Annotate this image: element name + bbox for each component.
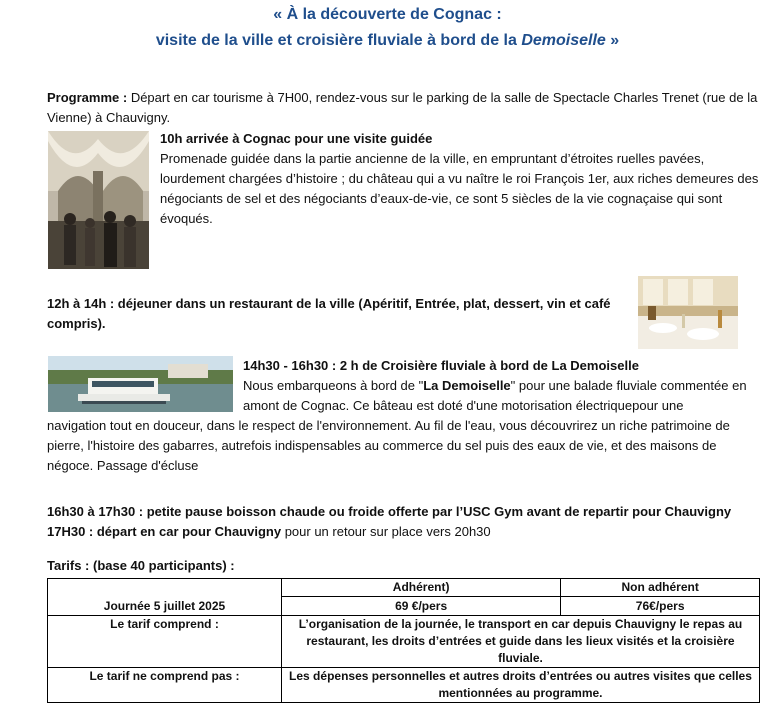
nonmember-price: 76€/pers [635, 599, 685, 613]
cruise-heading: 14h30 - 16h30 : 2 h de Croisière fluviale à bord de La Demoiselle [243, 358, 639, 373]
page-title-line2 [0, 32, 775, 50]
title-text-b: » [605, 32, 620, 49]
table-row [48, 668, 760, 703]
programme-text: Départ en car tourisme à 7H00, rendez-vous sur le parking de la salle de Spectacle Charles Trenet (rue de la Vienne) à Chauvigny. [47, 90, 758, 125]
cruise-block-top [243, 356, 760, 416]
visit-block [160, 129, 760, 229]
table-row [48, 579, 760, 616]
visit-heading: 10h arrivée à Cognac pour une visite guidée [160, 131, 433, 146]
programme-paragraph [47, 88, 759, 128]
excluded-text: Les dépenses personnelles et autres droits d’entrées ou autres visites que celles mentionnées au programme. [281, 668, 759, 703]
cruise-boat-name: La Demoiselle [423, 378, 511, 393]
tarifs-title: Tarifs : (base 40 participants) : [47, 558, 235, 573]
member-price: 69 €/pers [395, 599, 448, 613]
cruise-text-bottom: navigation tout en douceur, dans le respect de l'environnement. Au fil de l'eau, vous découvrirez un riche patrimoine de pierre, l'histoire des gabarres, autrefois indispensables au commerce du sel puis des eaux de vie, et des maisons de négoce. Passage d'écluse [47, 418, 730, 473]
boat-photo [48, 356, 233, 412]
page-title-line1: « À la découverte de Cognac : [273, 6, 502, 23]
cruise-text-top: Nous embarqueons à bord de "La Demoiselle" pour une balade fluviale commentée en amont de Cognac. Ce bâteau est doté d'une motorisation électriquepour une [243, 378, 747, 413]
pause-paragraph: 16h30 à 17h30 : petite pause boisson chaude ou froide offerte par l’USC Gym avant de repartir pour Chauvigny [47, 504, 732, 519]
title-text-a: visite de la ville et croisière fluviale à bord de la [155, 32, 522, 49]
tarif-date-cell: Journée 5 juillet 2025 [48, 579, 282, 616]
visit-text: Promenade guidée dans la partie ancienne de la ville, en empruntant d’étroites ruelles pavées, lourdement chargées d’histoire ; du château qui a vu naître le roi François 1er, aux riches demeures des négociants de sel et des négociants d’eaux-de-vie, ce sont 5 siècles de la vie cognaçaise qui sont évoqués. [160, 151, 759, 226]
lunch-paragraph: 12h à 14h : déjeuner dans un restaurant de la ville (Apéritif, Entrée, plat, dessert, vin et café compris). [47, 296, 611, 331]
departure-label: 17H30 : départ en car pour Chauvigny [47, 524, 282, 539]
departure-paragraph [47, 522, 767, 542]
departure-text: pour un retour sur place vers 20h30 [281, 524, 491, 539]
nonmember-label: Non adhérent [561, 579, 759, 597]
member-label: Adhérent) [282, 579, 560, 597]
programme-label: Programme : [47, 90, 128, 105]
cloister-photo [48, 131, 149, 269]
table-row [48, 616, 760, 668]
included-label: Le tarif comprend : [48, 616, 282, 668]
excluded-label: Le tarif ne comprend pas : [48, 668, 282, 703]
included-text: L’organisation de la journée, le transport en car depuis Chauvigny le repas au restaurant, les droits d’entrées et guide dans les lieux visités et la croisière fluviale. [281, 616, 759, 668]
member-cell [281, 579, 560, 616]
restaurant-photo [638, 276, 738, 349]
nonmember-cell [561, 579, 760, 616]
tarifs-table [47, 578, 760, 703]
title-boat-name: Demoiselle [521, 32, 606, 49]
